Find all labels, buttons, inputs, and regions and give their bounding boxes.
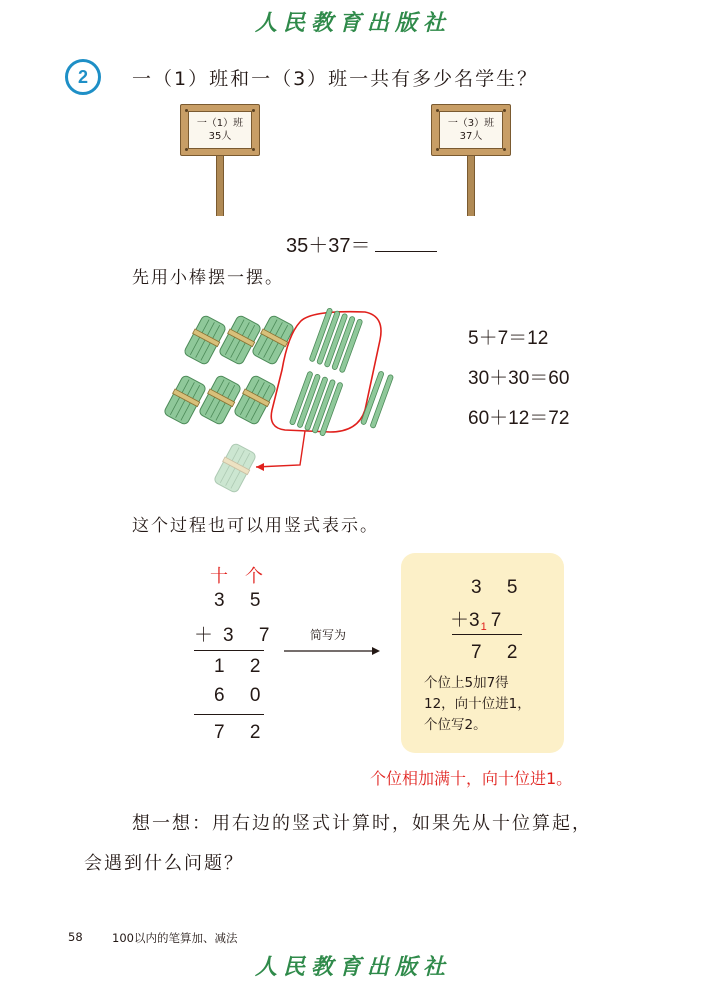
card-note-line3: 个位写2。	[424, 717, 487, 733]
side-equation-3: 60＋12＝72	[468, 408, 570, 429]
side-equation-2: 30＋30＝60	[468, 368, 570, 389]
long-rule-1	[194, 650, 264, 651]
main-equation	[286, 229, 437, 258]
sign-class3-name: 一（3）班	[447, 118, 495, 129]
sign-board-class3	[431, 104, 511, 156]
short-row-37-tens: ＋3	[450, 610, 480, 631]
short-result: 7 2	[471, 642, 528, 663]
answer-blank	[375, 233, 437, 252]
carry-mark: 1	[480, 621, 487, 633]
instruction-vertical: 这个过程也可以用竖式表示。	[132, 516, 379, 536]
long-row-60: 6 0	[214, 685, 271, 706]
publisher-footer: 人民教育出版社	[255, 954, 452, 980]
long-row-37: ＋3 7	[194, 625, 280, 646]
long-result: 7 2	[214, 722, 271, 743]
bundle-ten-new	[213, 442, 257, 493]
think-line-1: 想一想：用右边的竖式计算时，如果先从十位算起，	[132, 813, 592, 834]
page-number: 58	[68, 930, 83, 944]
simplify-arrow	[282, 645, 382, 657]
card-note-line1: 个位上5加7得	[424, 675, 509, 691]
long-row-12: 1 2	[214, 656, 271, 677]
question-number-badge: 2	[65, 59, 101, 95]
short-row-35: 3 5	[471, 577, 528, 598]
short-rule	[452, 634, 522, 635]
publisher-header: 人民教育出版社	[255, 10, 452, 36]
short-row-37	[450, 605, 501, 633]
long-row-35: 3 5	[214, 590, 271, 611]
sign-post-right	[467, 150, 475, 216]
short-row-37-ones: 7	[490, 610, 502, 631]
bundle-ten-6	[233, 374, 277, 425]
card-note-line2: 12，向十位进1，	[424, 696, 531, 712]
sign-post-left	[216, 150, 224, 216]
sign-class1-count: 35人	[208, 131, 232, 142]
regroup-arrow	[256, 431, 305, 467]
bundle-ten-3	[251, 314, 295, 365]
side-equation-1: 5＋7＝12	[468, 328, 549, 349]
instruction-sticks: 先用小棒摆一摆。	[132, 268, 284, 288]
main-equation-text: 35＋37＝	[286, 235, 371, 257]
bundle-ten-4	[163, 374, 207, 425]
arrow-label: 简写为	[310, 628, 347, 642]
sticks-illustration	[160, 300, 400, 500]
bundle-ten-5	[198, 374, 242, 425]
sign-class1-name: 一（1）班	[196, 118, 244, 129]
bundle-ten-2	[218, 314, 262, 365]
chapter-title: 100以内的笔算加、减法	[112, 931, 238, 945]
carry-rule-text: 个位相加满十，向十位进1。	[370, 769, 573, 788]
card-note	[424, 673, 531, 736]
question-text: 一（1）班和一（3）班一共有多少名学生？	[132, 68, 539, 90]
sign-class3-count: 37人	[459, 131, 483, 142]
bundle-ten-1	[183, 314, 227, 365]
sign-board-class1	[180, 104, 260, 156]
think-line-2: 会遇到什么问题？	[84, 853, 244, 874]
place-value-header: 十 个	[210, 566, 270, 586]
long-rule-2	[194, 714, 264, 715]
